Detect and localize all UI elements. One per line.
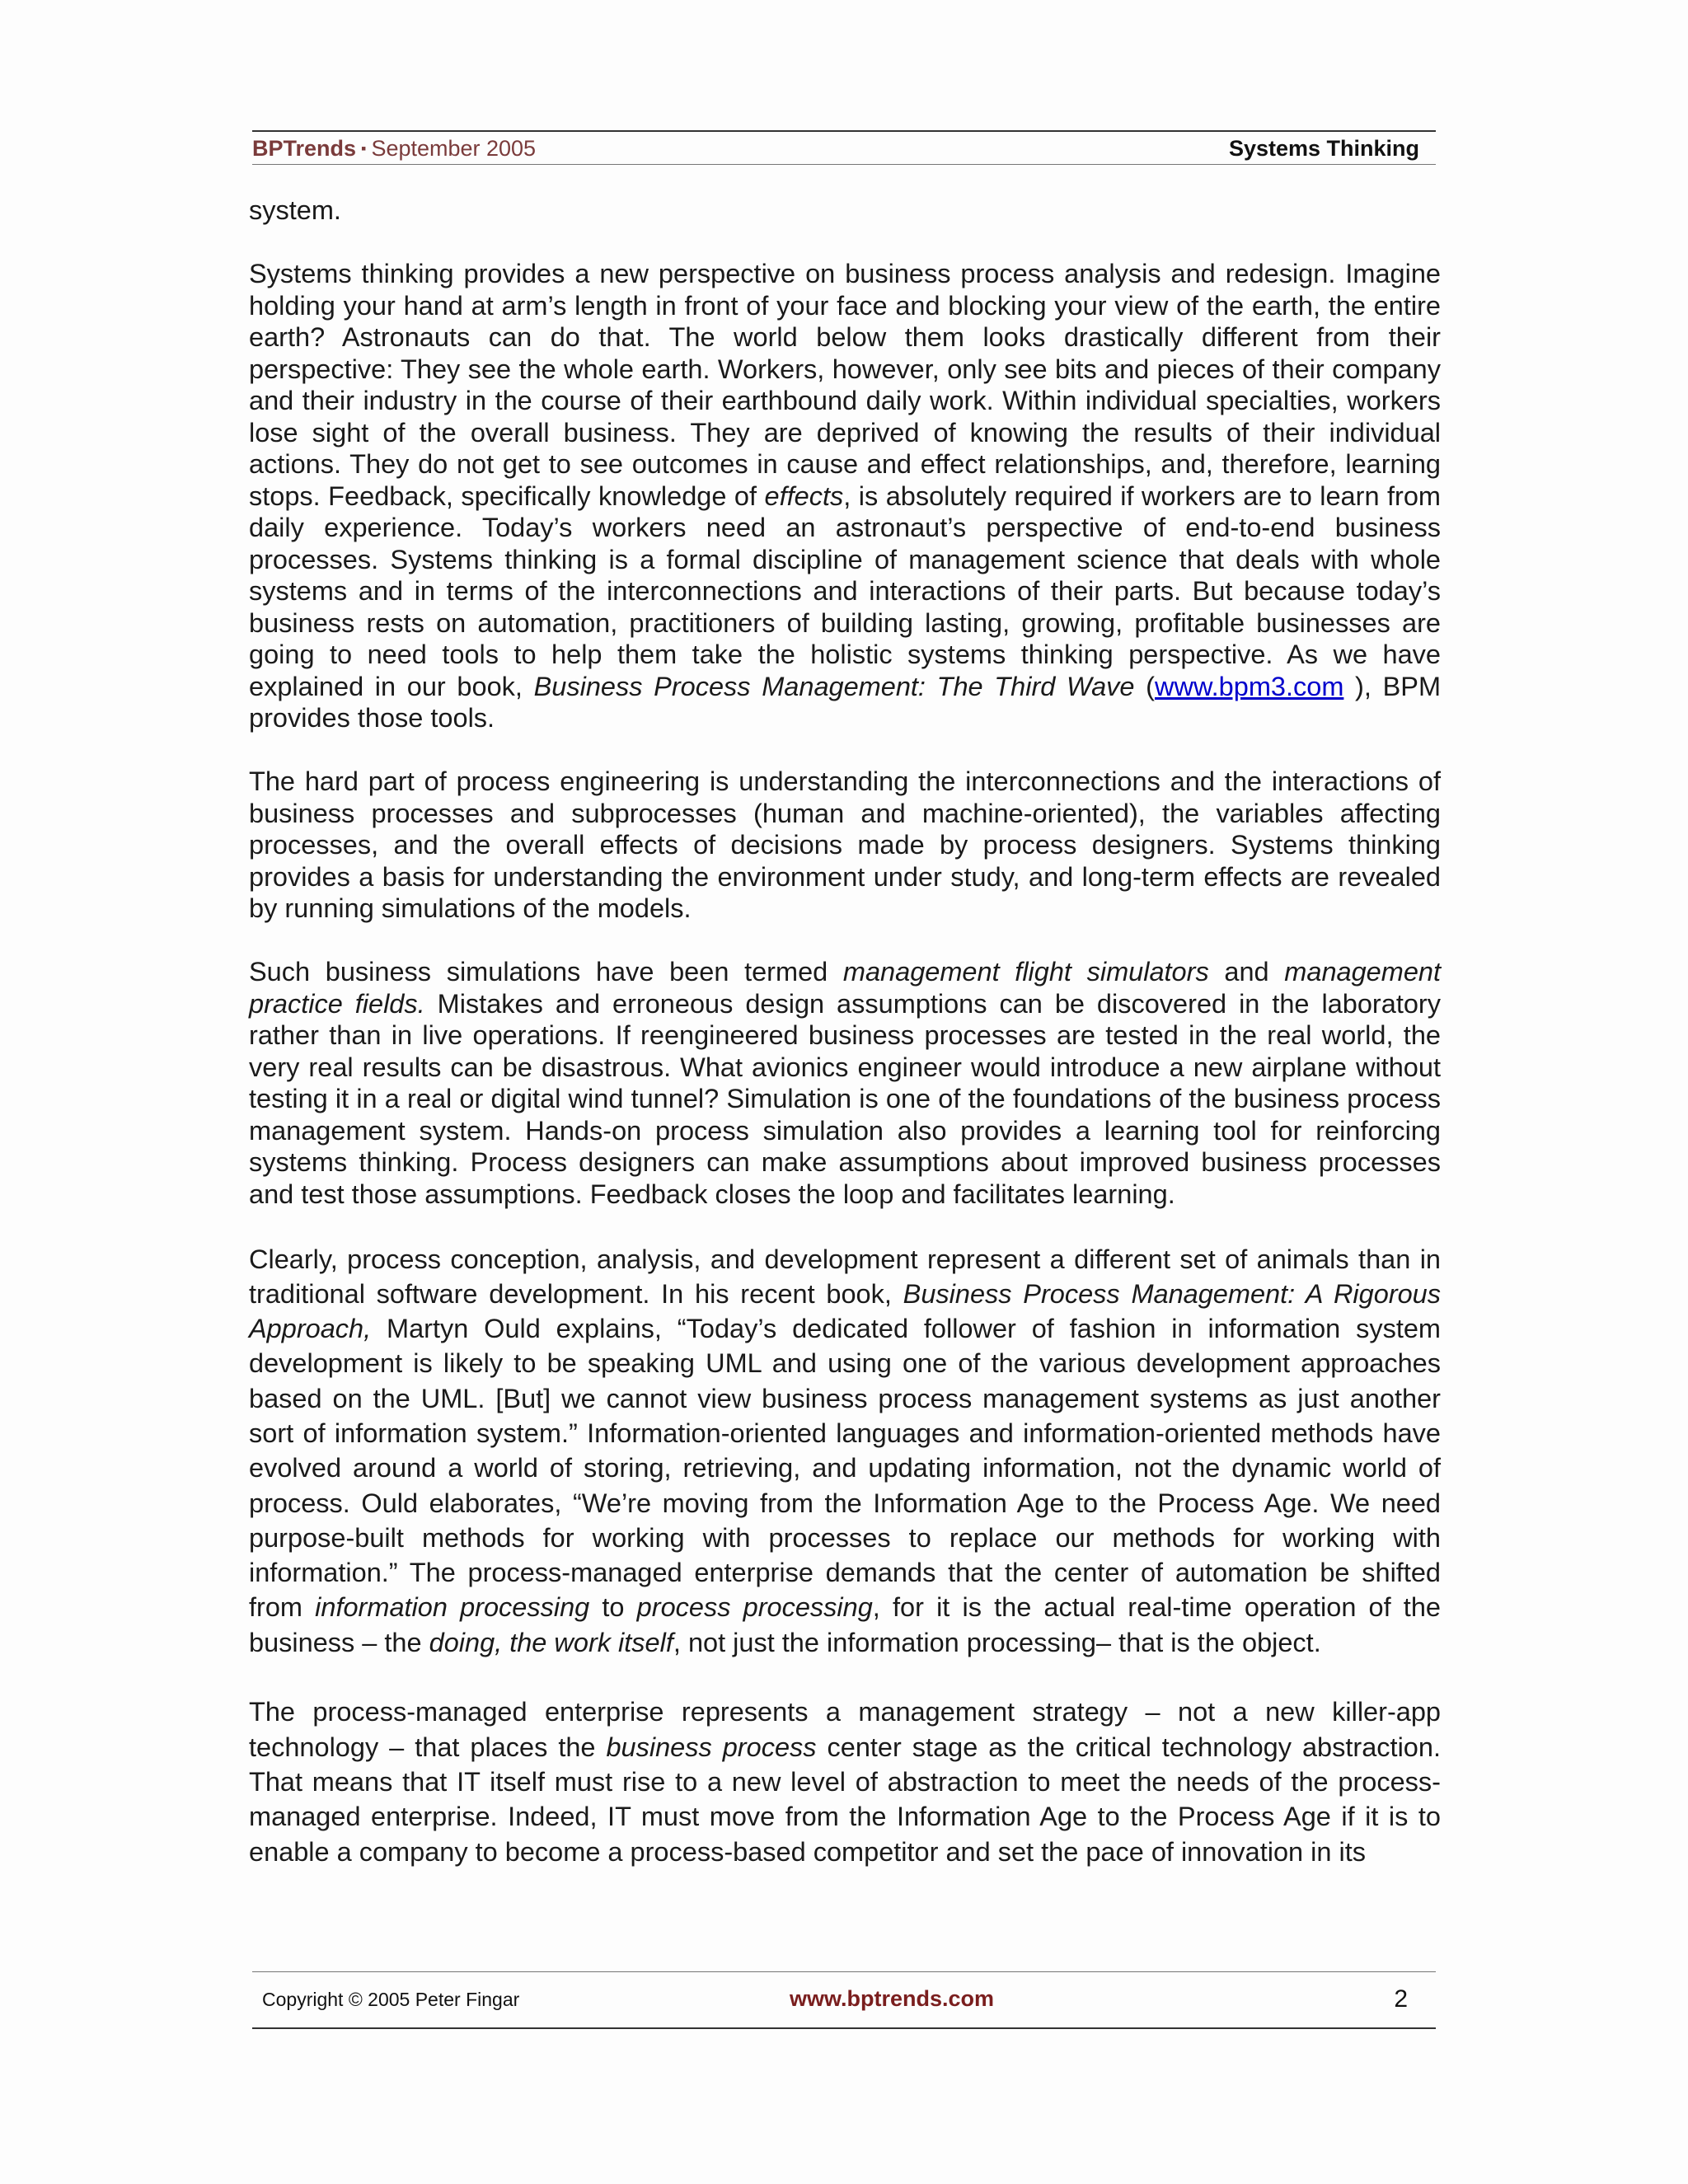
p1-text-4: ), BPM provides those tools.	[249, 671, 1442, 733]
page-header	[252, 130, 1436, 165]
p1-text-3: (	[1134, 671, 1156, 701]
footer-copyright: Copyright © 2005 Peter Fingar	[262, 1989, 520, 2010]
p4-italic-4: doing, the work itself	[429, 1627, 673, 1657]
p5-text-2: center stage as the critical technology abstraction. That means that IT itself must rise to a new level of abstraction to meet the needs of the process-managed enterprise. Indeed, IT must move from the Information Age to the Process Age if it is to enable a company to become a process-based competitor and set the pace of innovation in its	[249, 1732, 1441, 1867]
p1-text-2: , is absolutely required if workers are to learn from daily experience. Today’s workers need an astronaut’s perspective of end-to-end business processes. Systems thinking is a formal discipline of management science that deals with whole systems and in terms of the interconnections and interactions of their parts. But because today’s business rests on automation, practitioners of building lasting, growing, profitable businesses are going to need tools to help them take the holistic systems thinking perspective. As we have explained in our book,	[249, 480, 1442, 701]
page-number: 2	[1394, 1985, 1408, 2013]
p1-text-1: Systems thinking provides a new perspective on business process analysis and redesign. Imagine holding your hand at arm’s length in front of your face and blocking your view of the earth, the entire earth? Astronauts can do that. The world below them looks drastically different from their perspective: They see the whole earth. Workers, however, only see bits and pieces of their company and their industry in the course of their earthbound daily work. Within individual specialties, workers lose sight of the overall business. They are deprived of knowing the results of their individual actions. They do not get to see outcomes in cause and effect relationships, and, therefore, learning stops. Feedback, specifically knowledge of	[249, 259, 1441, 511]
p3-text-3: Mistakes and erroneous design assumptions can be discovered in the laboratory rather than in live operations. If reengineered business processes are tested in the real world, the very real results can be disastrous. What avionics engineer would introduce a new airplane without testing it in a real or digital wind tunnel? Simulation is one of the foundations of the business process management system. Hands-on process simulation also provides a learning tool for reinforcing systems thinking. Process designers can make assumptions about improved business processes and test those assumptions. Feedback closes the loop and facilitates learning.	[249, 988, 1441, 1209]
p5-italic-1: business process	[606, 1732, 817, 1762]
brand-name: BPTrends	[252, 136, 357, 161]
p3-italic-1: management flight simulators	[842, 957, 1209, 987]
article-body	[249, 194, 1441, 1904]
p1-italic-effects: effects	[764, 480, 844, 511]
header-date: September 2005	[371, 136, 537, 161]
p4-text-4: , for it is the actual real-time operation of the business – the	[249, 1592, 1441, 1657]
p3-italic-2: management practice fields.	[249, 957, 1441, 1019]
header-topic: Systems Thinking	[1228, 136, 1419, 161]
p3-text-2: and	[1208, 957, 1285, 987]
page-footer	[252, 1971, 1436, 2029]
paragraph-2: The hard part of process engineering is understanding the interconnections and the interactions of business processes and subprocesses (human and machine-oriented), the variables affecting processes, and the overall effects of decisions made by process designers. Systems thinking provides a basis for understanding the environment under study, and long-term effects are revealed by running simulations of the models.	[249, 766, 1441, 923]
paragraph-4	[249, 1242, 1441, 1661]
p4-italic-2: information processing	[315, 1592, 590, 1623]
header-separator: ▪	[361, 140, 367, 157]
p4-text-1: Clearly, process conception, analysis, and development represent a different set of animals than in traditional software development. In his recent book,	[249, 1244, 1441, 1309]
p3-text-1: Such business simulations have been termed	[249, 957, 843, 987]
p4-text-5: , not just the information processing– that is the object.	[673, 1627, 1321, 1657]
p5-text-1: The process-managed enterprise represents a management strategy – not a new killer-app technology – that places the	[249, 1697, 1441, 1762]
paragraph-1	[249, 258, 1441, 734]
p4-text-2: Martyn Ould explains, “Today’s dedicated follower of fashion in information system development is likely to be speaking UML and using one of the various development approaches based on the UML. [But] we cannot view business process management systems as just another sort of information system.” Information-oriented languages and information-oriented methods have evolved around a world of storing, retrieving, and updating information, not the dynamic world of process. Ould elaborates, “We’re moving from the Information Age to the Process Age. We need purpose-built methods for working with processes to replace our methods for working with information.” The process-managed enterprise demands that the center of automation be shifted from	[249, 1314, 1441, 1623]
paragraph-5	[249, 1694, 1441, 1868]
bpm3-link[interactable]: www.bpm3.com	[1155, 671, 1344, 701]
p4-text-3: to	[589, 1592, 637, 1623]
paragraph-0: system.	[249, 195, 341, 225]
p4-italic-1: Business Process Management: A Rigorous Approach,	[249, 1278, 1442, 1344]
p4-italic-3: process processing	[636, 1592, 873, 1623]
paragraph-3	[249, 956, 1441, 1210]
p1-italic-book-title: Business Process Management: The Third Wave	[533, 671, 1135, 701]
footer-website-link[interactable]: www.bptrends.com	[790, 1986, 995, 2011]
header-brand	[252, 136, 536, 162]
